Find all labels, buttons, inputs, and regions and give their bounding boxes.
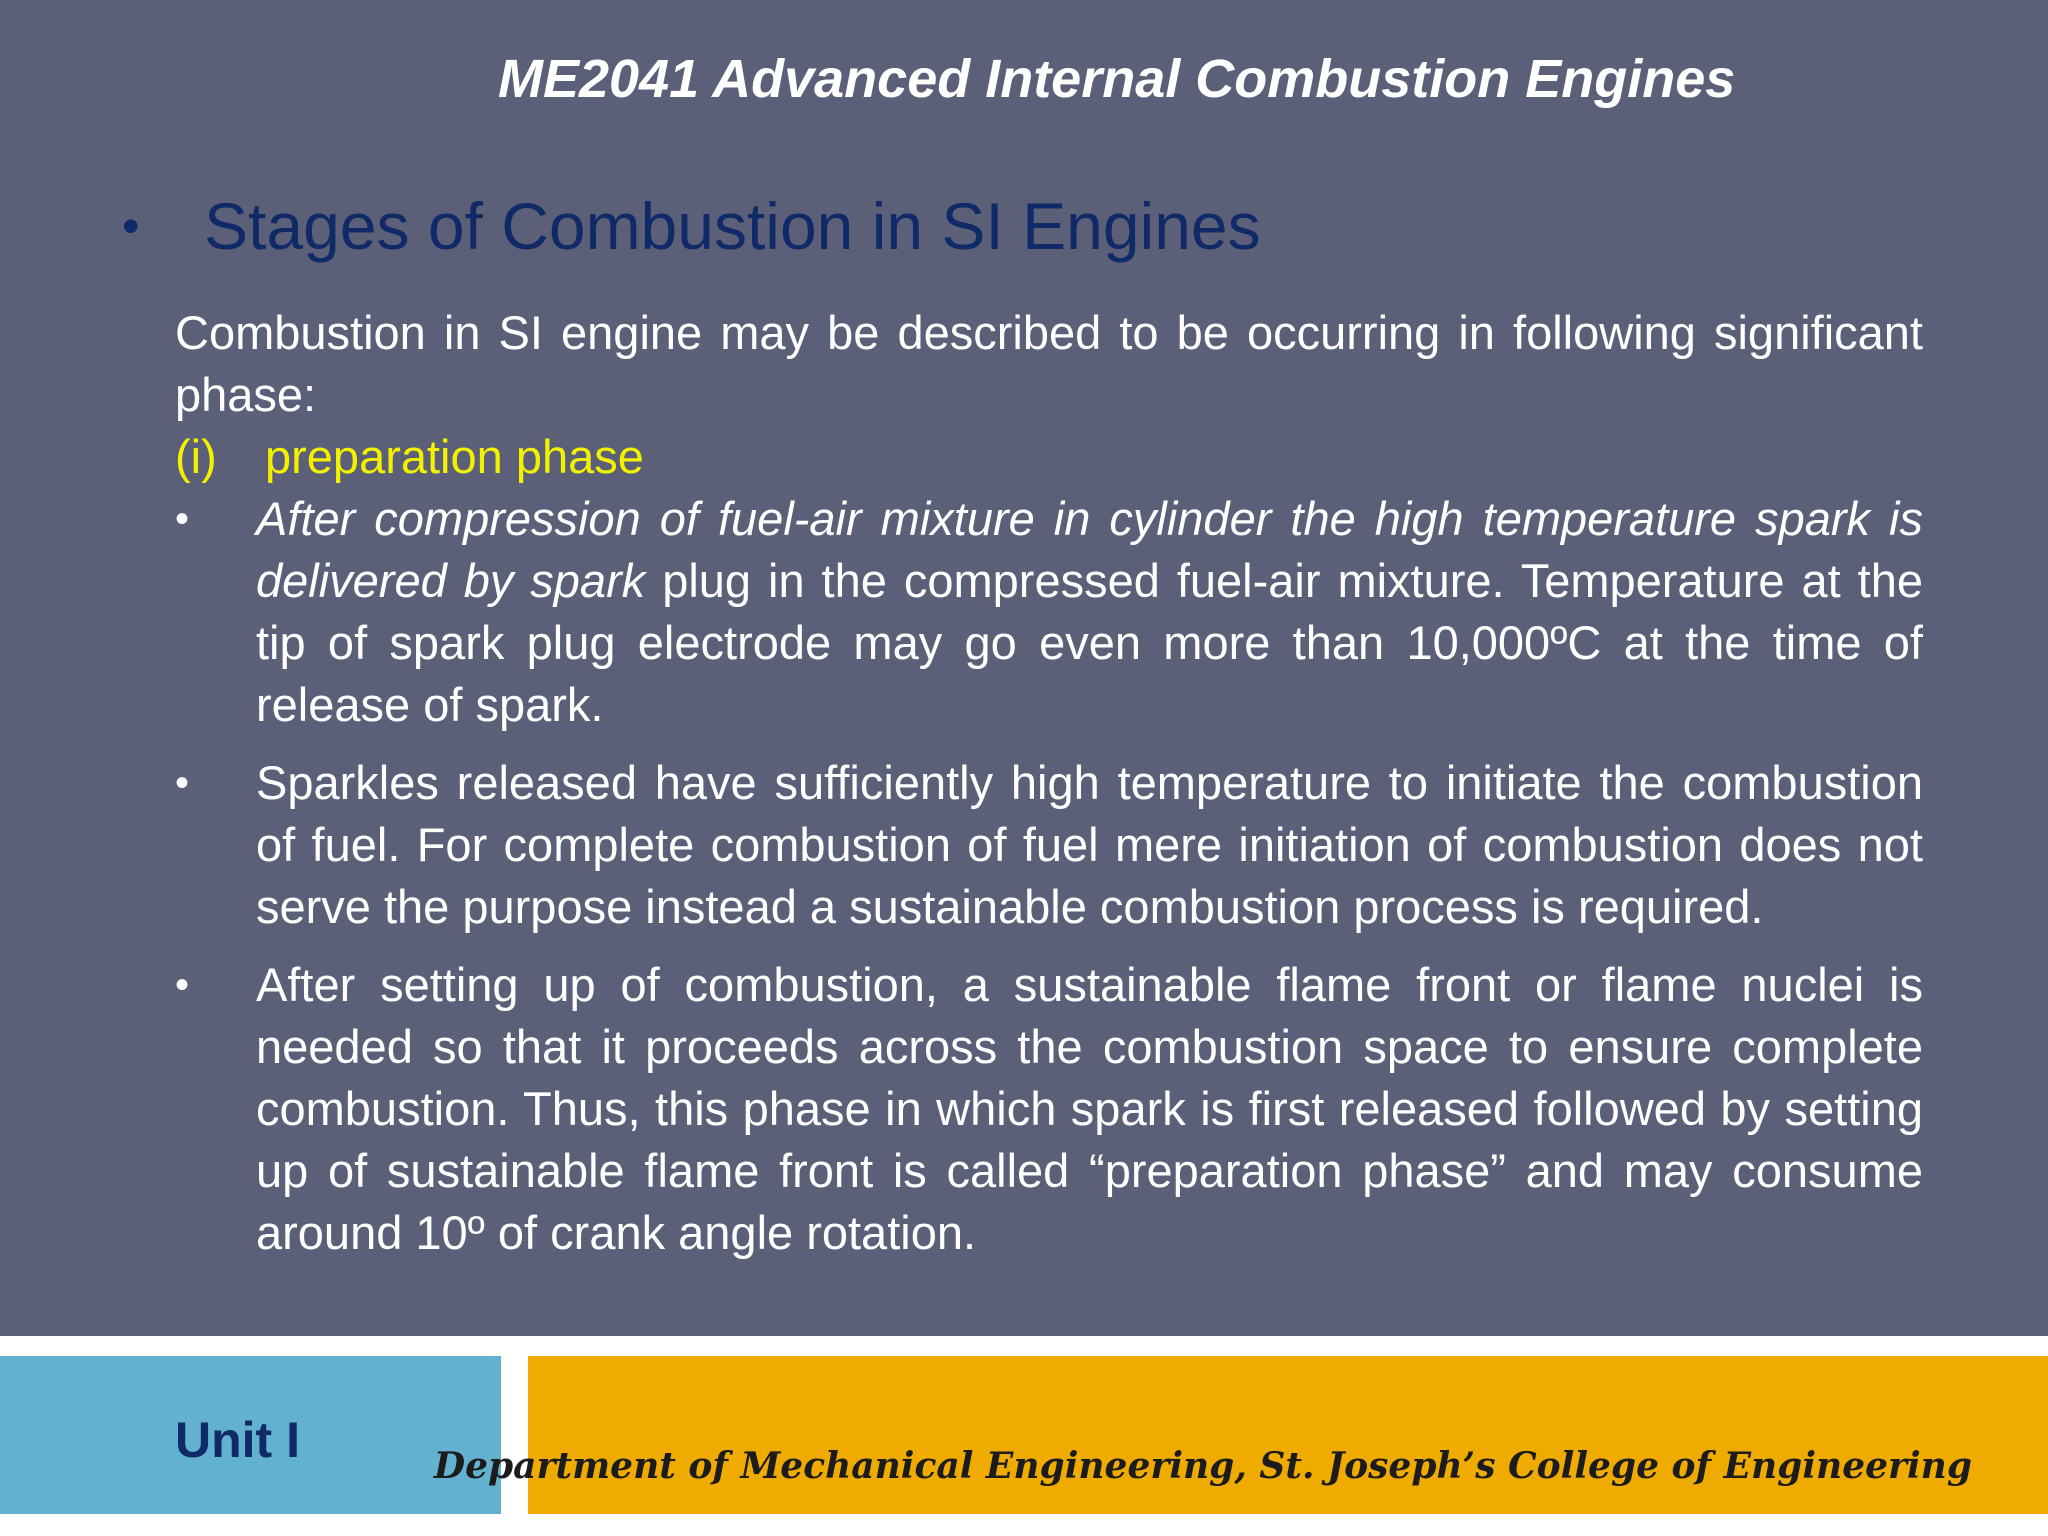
course-title: ME2041 Advanced Internal Combustion Engines [498, 49, 1736, 109]
normal-text: plug in the compressed fuel-air mixture. Temperature at the tip of spark plug electrode may go even more than 10,000ºC at the time of release of spark. [256, 554, 1923, 731]
bullet-icon: • [175, 963, 190, 1007]
department-label: Department of Mechanical Engineering, St. Joseph’s College of Engineering [433, 1445, 1972, 1487]
phase-label [175, 426, 1923, 488]
list-item-text [256, 488, 1923, 736]
footer-department-panel [528, 1356, 2048, 1514]
list-item [175, 752, 1923, 938]
italic-text: After compression of fuel-air mixture in cylinder the high temperature spark is delivered by spark [256, 492, 1923, 607]
list-item [175, 954, 1923, 1264]
bullet-icon: • [175, 497, 190, 541]
phase-number: (i) [175, 430, 217, 483]
list-item-text: After setting up of combustion, a sustainable flame front or flame nuclei is needed so that it proceeds across the combustion space to ensure complete combustion. Thus, this phase in which spark is first released followed by setting up of sustainable flame front is called “preparation phase” and may consume around 10º of crank angle rotation. [256, 958, 1923, 1259]
unit-label: Unit I [175, 1412, 300, 1468]
footer-divider [0, 1336, 2048, 1356]
heading-bullet: • [122, 198, 140, 254]
footer-bottom-strip [0, 1514, 2048, 1536]
intro-paragraph: Combustion in SI engine may be described to be occurring in following significant phase: [175, 306, 1923, 421]
section-heading [122, 186, 1261, 266]
list-item [175, 488, 1923, 736]
phase-title: preparation phase [265, 430, 644, 483]
list-item-text: Sparkles released have sufficiently high temperature to initiate the combustion of fuel. For complete combustion of fuel mere initiation of combustion does not serve the purpose instead a sustainable combustion process is required. [256, 756, 1923, 933]
heading-text: Stages of Combustion in SI Engines [204, 189, 1261, 263]
slide-content [175, 302, 1923, 1264]
bullet-icon: • [175, 761, 190, 805]
